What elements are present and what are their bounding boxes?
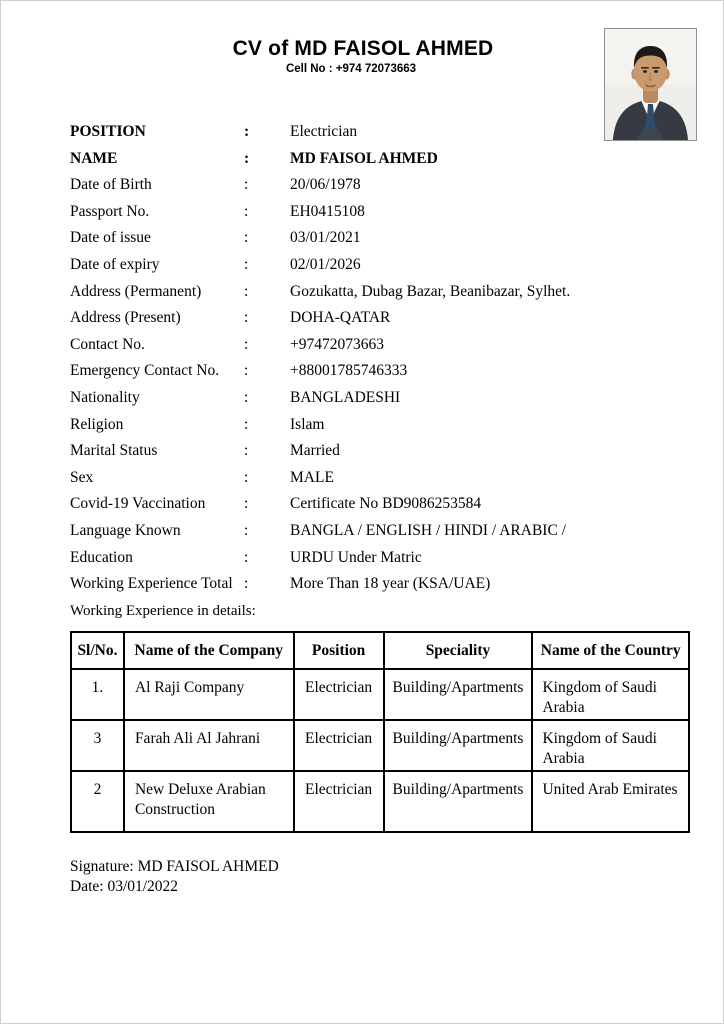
field-colon: : <box>244 575 249 593</box>
experience-table <box>70 631 690 833</box>
field-row <box>70 175 645 202</box>
field-colon: : <box>244 123 250 140</box>
field-row <box>70 388 645 415</box>
signature-block <box>70 857 279 896</box>
field-row <box>70 574 645 601</box>
field-value: 03/01/2021 <box>290 229 361 247</box>
field-value: DOHA-QATAR <box>290 309 391 327</box>
field-row <box>70 415 645 442</box>
field-row <box>70 122 645 149</box>
field-label: Working Experience Total <box>70 575 233 593</box>
table-row <box>71 771 689 832</box>
field-value: +88001785746333 <box>290 362 408 380</box>
field-value: MALE <box>290 468 334 486</box>
field-row <box>70 494 645 521</box>
field-row <box>70 149 645 176</box>
fields-list <box>70 122 645 627</box>
field-colon: : <box>244 202 249 220</box>
table-cell: Building/Apartments <box>384 669 533 720</box>
table-header-cell: Position <box>294 632 384 669</box>
signature-line: Signature: MD FAISOL AHMED <box>70 858 279 875</box>
field-row <box>70 548 645 575</box>
field-label: Nationality <box>70 388 140 406</box>
field-colon: : <box>244 335 249 353</box>
field-label: Contact No. <box>70 335 145 353</box>
field-value: MD FAISOL AHMED <box>290 149 438 167</box>
field-label: Date of issue <box>70 229 151 247</box>
field-row <box>70 228 645 255</box>
field-value: EH0415108 <box>290 202 365 220</box>
table-header-cell: Speciality <box>384 632 533 669</box>
table-cell: Kingdom of Saudi Arabia <box>532 720 689 771</box>
table-row <box>71 720 689 771</box>
table-body <box>71 669 689 832</box>
field-label: Address (Permanent) <box>70 282 202 300</box>
table-cell: Electrician <box>294 669 384 720</box>
field-colon: : <box>244 149 250 167</box>
field-colon: : <box>244 521 249 539</box>
field-colon: : <box>244 282 249 300</box>
table-cell: Building/Apartments <box>384 771 533 832</box>
field-row <box>70 255 645 282</box>
field-colon: : <box>244 309 249 327</box>
field-label: Emergency Contact No. <box>70 362 220 380</box>
field-colon: : <box>244 229 249 247</box>
table-cell: Farah Ali Al Jahrani <box>124 720 294 771</box>
field-label: Religion <box>70 415 124 433</box>
field-label: Marital Status <box>70 442 158 460</box>
field-row <box>70 282 645 309</box>
field-value: 02/01/2026 <box>290 255 361 273</box>
table-cell: 1. <box>71 669 124 720</box>
field-colon: : <box>244 415 249 433</box>
table-cell: Electrician <box>294 720 384 771</box>
table-cell: New Deluxe Arabian Construction <box>124 771 294 832</box>
field-label: Sex <box>70 468 94 486</box>
date-line: Date: 03/01/2022 <box>70 877 179 895</box>
working-experience-details-heading: Working Experience in details: <box>70 602 256 619</box>
field-label: POSITION <box>70 123 146 140</box>
field-row <box>70 521 645 548</box>
cell-number-subtitle: Cell No : +974 72073663 <box>285 63 417 75</box>
field-colon: : <box>244 442 249 460</box>
table-header-cell: Sl/No. <box>71 632 124 669</box>
field-row <box>70 202 645 229</box>
field-colon: : <box>244 176 249 194</box>
table-cell: United Arab Emirates <box>532 771 689 832</box>
table-cell: Kingdom of Saudi Arabia <box>532 669 689 720</box>
field-label: Date of expiry <box>70 255 160 273</box>
table-header-cell: Name of the Company <box>124 632 294 669</box>
field-colon: : <box>244 548 249 566</box>
field-colon: : <box>244 468 249 486</box>
table-header-row <box>71 632 689 669</box>
table-head <box>71 632 689 669</box>
field-row <box>70 308 645 335</box>
field-colon: : <box>244 362 249 380</box>
table-row <box>71 669 689 720</box>
field-label: Covid-19 Vaccination <box>70 495 206 513</box>
table-cell: 3 <box>71 720 124 771</box>
field-value: BANGLADESHI <box>290 388 401 406</box>
field-label: Address (Present) <box>70 309 181 327</box>
field-row <box>70 335 645 362</box>
page-title: CV of MD FAISOL AHMED <box>232 37 494 60</box>
field-label: Education <box>70 548 133 566</box>
field-colon: : <box>244 255 249 273</box>
field-value: 20/06/1978 <box>290 176 361 194</box>
field-colon: : <box>244 388 249 406</box>
field-value: Certificate No BD9086253584 <box>290 495 482 513</box>
table-cell: 2 <box>71 771 124 832</box>
field-value: Gozukatta, Dubag Bazar, Beanibazar, Sylhet. <box>290 282 571 300</box>
field-value: Islam <box>290 415 325 433</box>
table-cell: Building/Apartments <box>384 720 533 771</box>
field-value: Electrician <box>290 123 358 140</box>
field-value: URDU Under Matric <box>290 548 422 566</box>
field-colon: : <box>244 495 249 513</box>
table-cell: Electrician <box>294 771 384 832</box>
field-value: More Than 18 year (KSA/UAE) <box>290 575 491 593</box>
table-header-cell: Name of the Country <box>532 632 689 669</box>
table-cell: Al Raji Company <box>124 669 294 720</box>
field-label: NAME <box>70 149 118 167</box>
field-label: Passport No. <box>70 202 150 220</box>
field-row <box>70 441 645 468</box>
field-label: Date of Birth <box>70 176 152 194</box>
field-value: Married <box>290 442 340 460</box>
field-label: Language Known <box>70 521 181 539</box>
field-value: BANGLA / ENGLISH / HINDI / ARABIC / <box>290 521 566 539</box>
field-value: +97472073663 <box>290 335 384 353</box>
field-row <box>70 361 645 388</box>
field-row <box>70 468 645 495</box>
